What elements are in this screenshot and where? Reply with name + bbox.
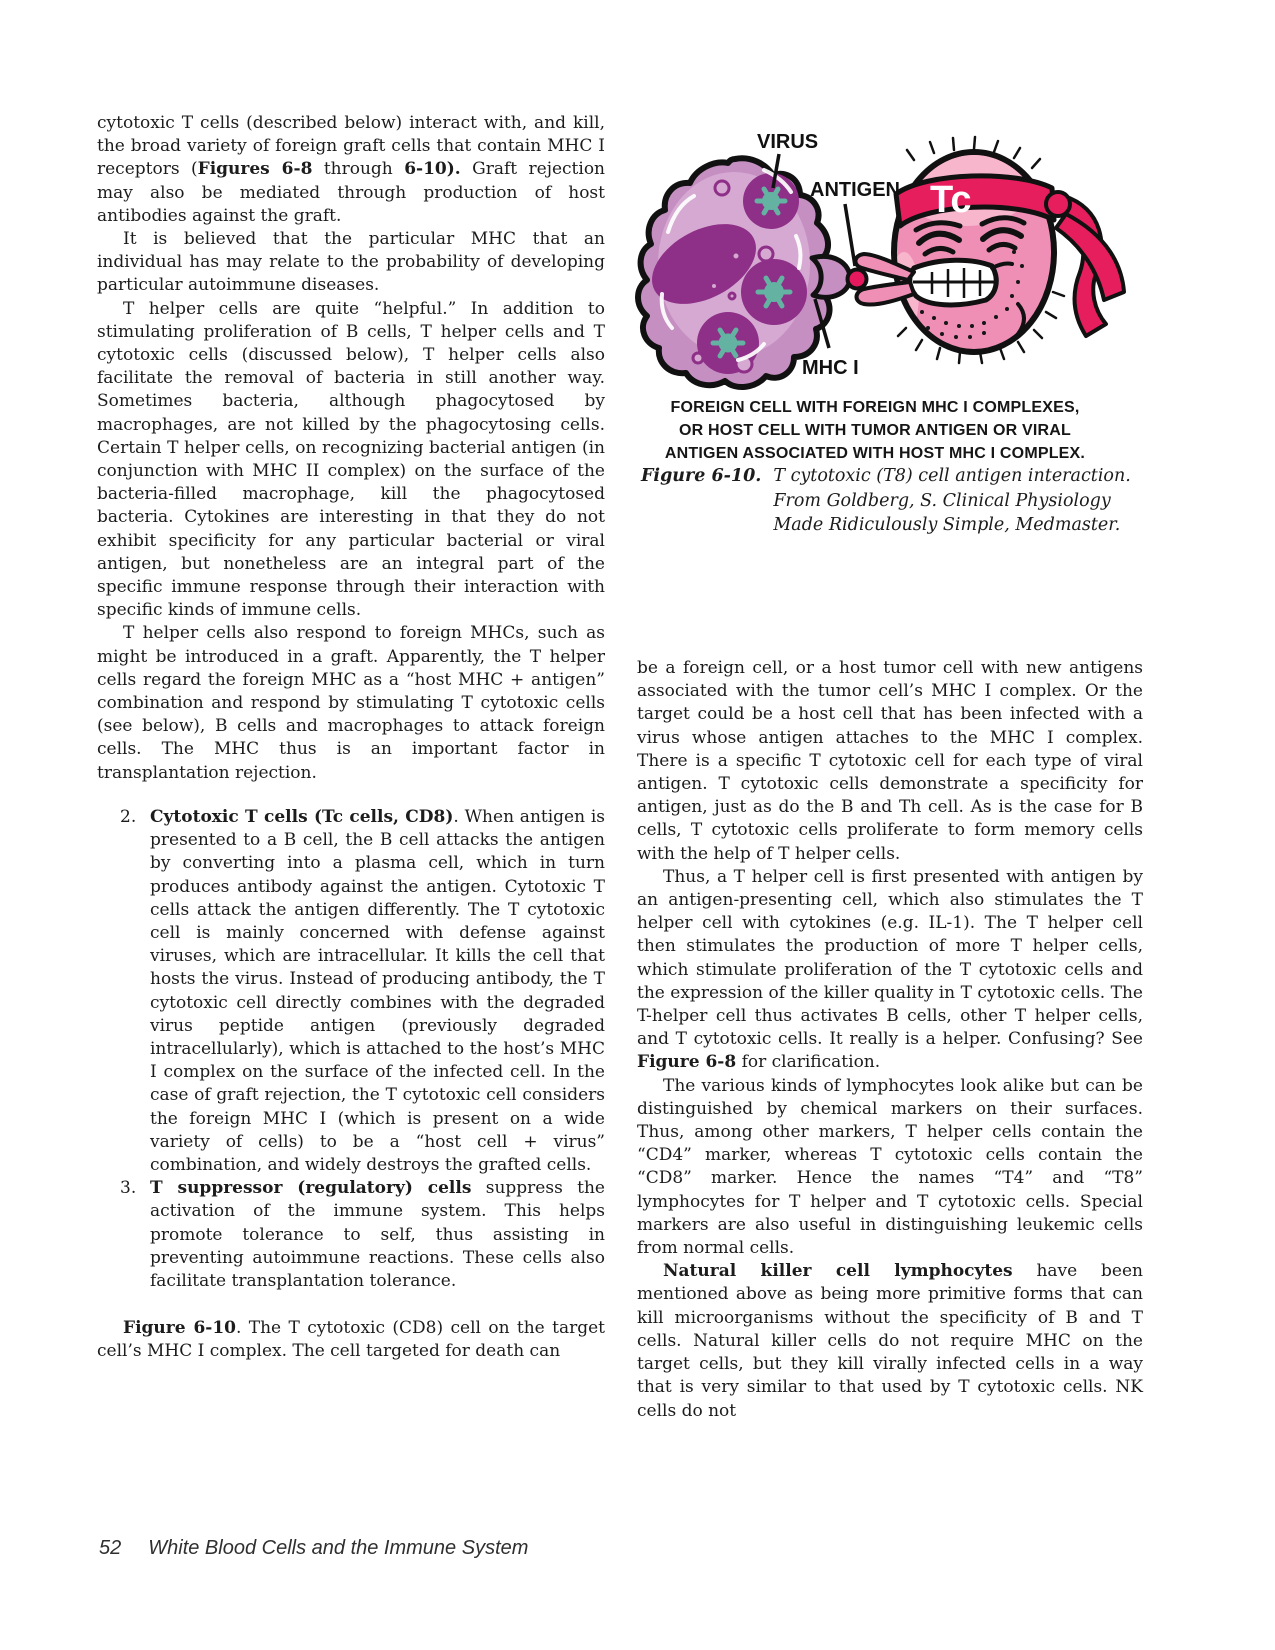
figure-bold-caption-line: ANTIGEN ASSOCIATED WITH HOST MHC I COMPLEX.: [664, 445, 1086, 462]
antigen-dot: [848, 270, 867, 289]
paragraph: It is believed that the particular MHC that an individual has may relate to the probability of developing particular autoimmune diseases.: [97, 229, 605, 296]
list-item: [97, 1177, 605, 1293]
list-item: [97, 806, 605, 1177]
headband-label: Tc: [930, 179, 972, 221]
paragraph: cytotoxic T cells (described below) interact with, and kill, the broad variety of foreign graft cells that contain MHC I receptors (Figures 6-8 through 6-10). Graft rejection may also be mediated through production of host antibodies against the graft.: [97, 113, 606, 226]
figure-caption: [641, 464, 1131, 538]
paragraph: Thus, a T helper cell is first presented with antigen by an antigen-presenting cell, which also stimulates the T helper cell with cytokines (e.g. IL-1). The T helper cell then stimulates the production of more T helper cells, which stimulate proliferation of the T cytotoxic cells and the expression of the killer quality in T cytotoxic cells. The T-helper cell thus activates B cells, other T helper cells, and T cytotoxic cells. It really is a helper. Confusing? See Figure 6-8 for clarification.: [637, 866, 1143, 1073]
page-footer: [99, 1537, 528, 1560]
page-number: 52: [99, 1537, 122, 1559]
paragraph: The various kinds of lymphocytes look alike but can be distinguished by chemical markers on their surfaces. Thus, among other markers, T helper cells contain the “CD4” marker, whereas T cytotoxic cells contain the “CD8” marker. Hence the names “T4” and “T8” lymphocytes for T helper and T cytotoxic cells. Special markers are also useful in distinguishing leukemic cells from normal cells.: [637, 1075, 1143, 1259]
right-column: [637, 657, 1143, 1423]
virus-label: VIRUS: [757, 131, 819, 153]
paragraph: T helper cells are quite “helpful.” In addition to stimulating proliferation of B cells, T helper cells and T cytotoxic cells (discussed below), T helper cells also facilitate the removal of bacteria in still another way. Sometimes bacteria, although phagocytosed by macrophages, are not killed by the phagocytosing cells. Certain T helper cells, on recognizing bacterial antigen (in conjunction with MHC II complex) on the surface of the bacteria-filled macrophage, kill the phagocytosed bacteria. Cytokines are interesting in that they do not exhibit specificity for any particular bacterial or viral antigen, but nonetheless are an integral part of the specific immune response through their interaction with specific kinds of immune cells.: [97, 298, 605, 621]
list-item-text: Cytotoxic T cells (Tc cells, CD8). When antigen is presented to a B cell, the B cell attacks the antigen by converting into a plasma cell, which in turn produces antibody against the antigen. Cytotoxic T cells attack the antigen differently. The T cytotoxic cell is mainly concerned with defense against viruses, which are intracellular. It kills the cell that hosts the virus. Instead of producing antibody, the T cytotoxic cell directly combines with the degraded virus peptide antigen (previously degraded intracellularly), which is attached to the host’s MHC I complex on the surface of the infected cell. In the case of graft rejection, the T cytotoxic cell considers the foreign MHC I (which is present on a wide variety of cells) to be a “host cell + virus” combination, and widely destroys the grafted cells.: [150, 806, 606, 1175]
left-column: [97, 112, 605, 1364]
foreign-cell: [638, 158, 832, 387]
figure-caption-label: Figure 6-10.: [641, 466, 762, 486]
paragraph: Natural killer cell lymphocytes have been mentioned above as being more primitive forms that can kill microorganisms without the specificity of B and T cells. Natural killer cells do not require MHC on the target cells, but they kill virally infected cells in a way that is very similar to that used by T cytotoxic cells. NK cells do not: [637, 1261, 1143, 1421]
tc-cell: [855, 134, 1124, 363]
list-item-number: 2.: [120, 806, 137, 827]
list-item-text: T suppressor (regulatory) cells suppress the activation of the immune system. This helps promote tolerance to self, thus assisting in preventing autoimmune reactions. These cells also facilitate transplantation tolerance.: [150, 1178, 605, 1291]
mhc-label: MHC I: [802, 357, 859, 379]
figure-caption-continuation: Figure 6-10. The T cytotoxic (CD8) cell on the target cell’s MHC I complex. The cell targeted for death can: [97, 1318, 605, 1362]
antigen-label: ANTIGEN: [810, 179, 900, 201]
list-item-number: 3.: [120, 1178, 137, 1199]
running-title: White Blood Cells and the Immune System: [148, 1537, 529, 1559]
figure-bold-caption-line: FOREIGN CELL WITH FOREIGN MHC I COMPLEXES,: [670, 399, 1080, 416]
paragraph: T helper cells also respond to foreign MHCs, such as might be introduced in a graft. Apparently, the T helper cells regard the foreign MHC as a “host MHC + antigen” combination and respond by stimulating T cytotoxic cells (see below), B cells and macrophages to attack foreign cells. The MHC thus is an important factor in transplantation rejection.: [97, 623, 605, 783]
figure-bold-caption: [610, 396, 1140, 465]
paragraph: be a foreign cell, or a host tumor cell with new antigens associated with the tumor cell’s MHC I complex. Or the target could be a host cell that has been infected with a virus whose antigen attaches to the MHC I complex. There is a specific T cytotoxic cell for each type of viral antigen. T cytotoxic cells demonstrate a specificity for antigen, just as do the B and Th cell. As is the case for B cells, T cytotoxic cells proliferate to form memory cells with the help of T helper cells.: [637, 658, 1143, 864]
figure-bold-caption-line: OR HOST CELL WITH TUMOR ANTIGEN OR VIRAL: [679, 422, 1071, 439]
figure-illustration: [616, 96, 1176, 398]
figure-caption-text: T cytotoxic (T8) cell antigen interaction. From Goldberg, S. Clinical Physiology Made Ridiculously Simple, Medmaster.: [773, 466, 1131, 535]
numbered-list: [97, 806, 605, 1293]
